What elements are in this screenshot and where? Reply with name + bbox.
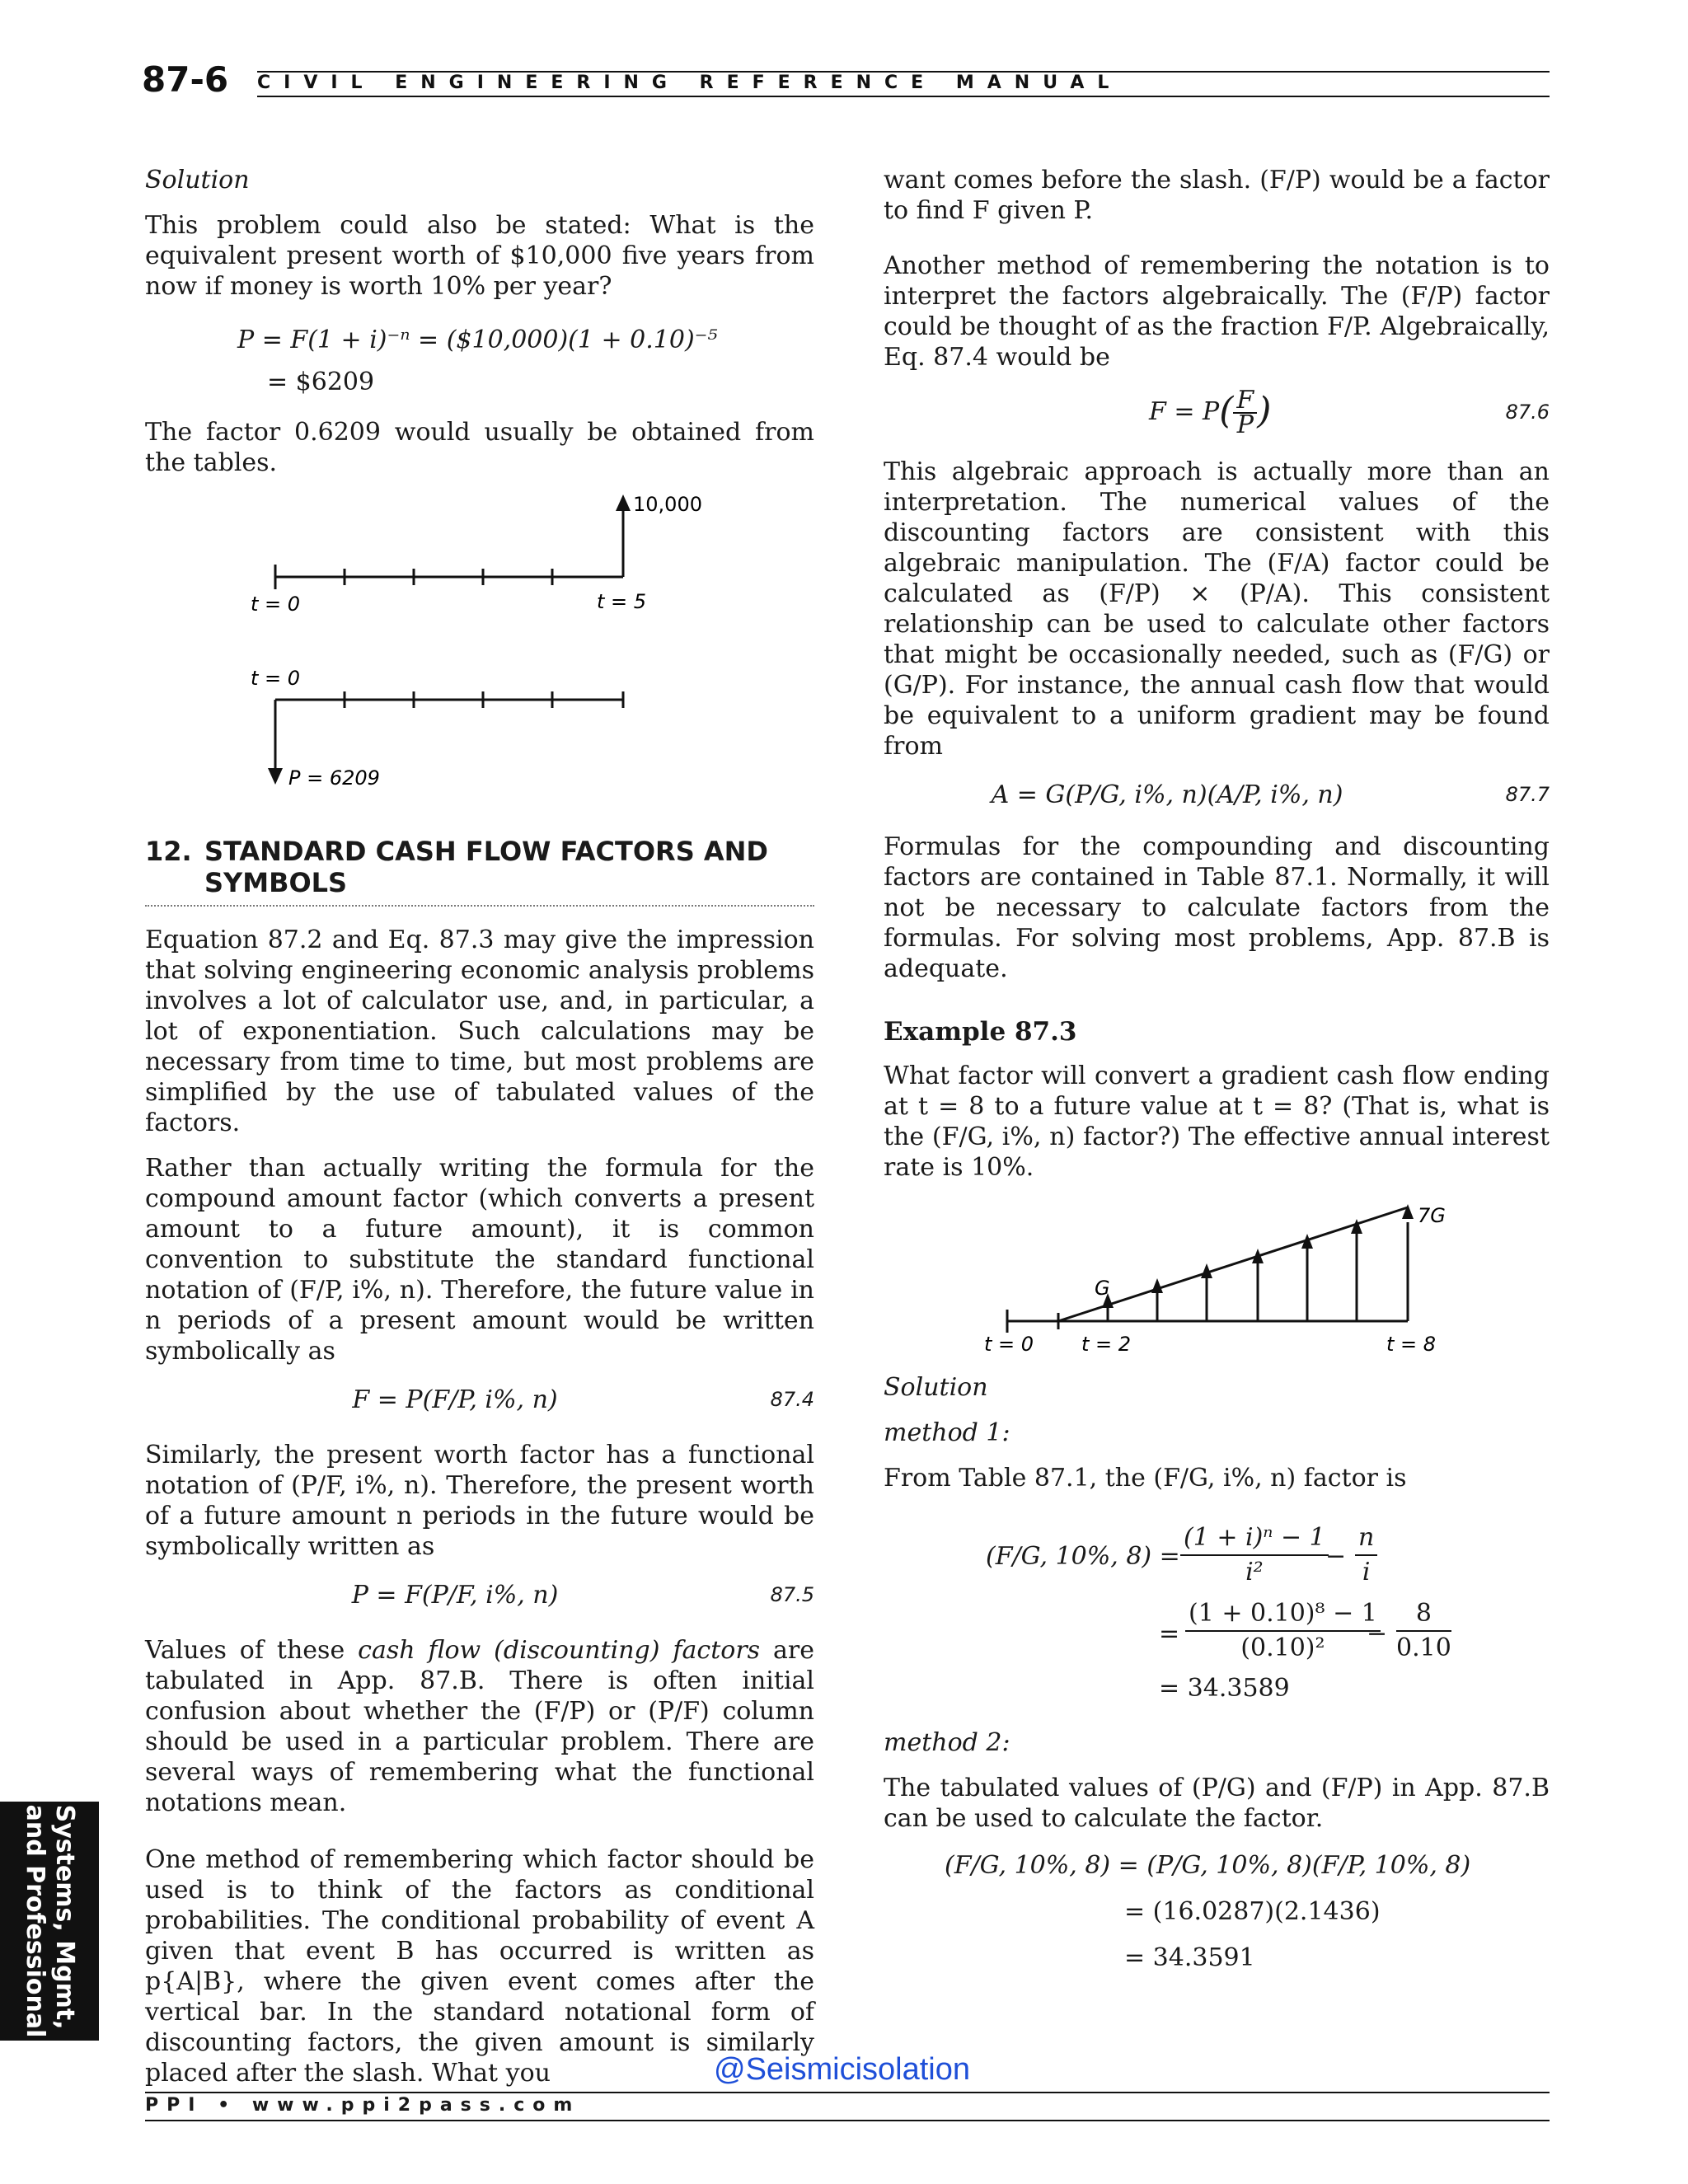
m1-minus-2: − (1367, 1619, 1388, 1648)
m1-numerator-4: 8 (1396, 1597, 1451, 1632)
time-label-t2: t = 2 (1081, 1333, 1132, 1356)
m2-line-3: = 34.3591 (1124, 1943, 1255, 1972)
term-cash-flow-factors: cash flow (discounting) factors (358, 1636, 761, 1665)
section-number: 12. (145, 836, 192, 867)
equation-87-5 (145, 1580, 814, 1610)
fraction-numerator: F (1233, 389, 1257, 414)
equation-number-87-5: 87.5 (770, 1583, 814, 1606)
side-tab-line1: Systems, Mgmt, (50, 1804, 79, 2030)
equation-87-5-body: P = F(P/F, i%, n) (351, 1581, 559, 1610)
footer-rule-bottom (145, 2120, 1550, 2121)
paragraph-method-1: From Table 87.1, the (F/G, i%, n) factor is (884, 1464, 1407, 1493)
time-label-t0-lower: t = 0 (251, 667, 301, 690)
time-label-t8: t = 8 (1386, 1333, 1437, 1356)
watermark: @Seismicisolation (714, 2052, 971, 2087)
equation-number-87-4: 87.4 (770, 1388, 814, 1411)
side-tab-text (20, 1805, 79, 2038)
right-column (884, 165, 1550, 1982)
header-rule-bottom (257, 96, 1550, 97)
equation-number-87-6: 87.6 (1505, 401, 1550, 424)
paragraph-5: One method of remembering which factor should be used is to think of the factors as conditional probabilities. The conditional probability of event A given that event B has occurred is written as p{A|B}, where the given event comes after the vertical bar. In the standard notational form of discounting factors, the given amount is similarly placed after the slash. What you (145, 1845, 814, 2088)
arrow-up-icon (616, 494, 631, 511)
present-amount-label: P = 6209 (288, 766, 380, 790)
m1-numerator-2: n (1355, 1521, 1377, 1556)
paragraph-restate: This problem could also be stated: What is the equivalent present worth of $10,000 five years from now if money is worth 10% per year? (145, 211, 814, 301)
footer-text: PPI • www.ppi2pass.com (145, 2095, 581, 2116)
m2-line-1: (F/G, 10%, 8) = (P/G, 10%, 8)(F/P, 10%, 8) (945, 1851, 1471, 1880)
solution-label-example: Solution (884, 1373, 988, 1402)
paragraph-r1: Another method of remembering the notation is to interpret the factors algebraically. The (F/P) factor could be thought of as the fraction F/P. Algebraically, Eq. 87.4 would be (884, 251, 1550, 372)
paragraph-r0: want comes before the slash. (F/P) would be a factor to find F given P. (884, 166, 1550, 225)
method-2-equation (884, 1850, 1550, 1982)
arrow-down-icon (268, 768, 283, 785)
equation-87-4 (145, 1385, 814, 1415)
equation-present-worth (237, 325, 814, 397)
paragraph-r3: Formulas for the compounding and discounting factors are contained in Table 87.1. Normally, it will not be necessary to calculate factors from the formulas. For solving most problems, App. 87.B is adequate. (884, 832, 1550, 983)
m1-denominator-3: (0.10)² (1240, 1633, 1325, 1662)
example-heading: Example 87.3 (884, 1017, 1077, 1047)
m1-result: = 34.3589 (1159, 1674, 1290, 1703)
paragraph-4: Values of these cash flow (discounting) factors are tabulated in App. 87.B. There is often initial confusion about whether the (F/P) or (P/F) column should be used in a particular problem. There are several ways of remembering what the functional notations mean. (145, 1636, 814, 1817)
time-label-t5: t = 5 (597, 590, 647, 613)
m1-denominator-1: i² (1245, 1558, 1264, 1586)
footer-rule-top (145, 2092, 1550, 2093)
side-tab-line2: and Professional (21, 1804, 49, 2038)
m1-denominator-4: 0.10 (1396, 1633, 1451, 1662)
cash-flow-diagram-1 (145, 493, 814, 806)
paragraph-factor: The factor 0.6209 would usually be obtained from the tables. (145, 418, 814, 477)
paragraph-method-2: The tabulated values of (P/G) and (F/P) in App. 87.B can be used to calculate the factor. (884, 1774, 1550, 1833)
paragraph-example: What factor will convert a gradient cash flow ending at t = 8 to a future value at t = 8? (That is, what is the (F/G, i%, n) factor?) The effective annual interest rate is 10%. (884, 1062, 1550, 1182)
method-2-label: method 2: (884, 1728, 1010, 1757)
paragraph-2: Rather than actually writing the formula for the compound amount factor (which converts a present amount to a future amount), it is common convention to substitute the standard functional notation of (F/P, i%, n). Therefore, the future value in n periods of a present amount would be written symbolically as (145, 1154, 814, 1366)
section-title-line2: SYMBOLS (204, 867, 348, 898)
gradient-top-label: 7G (1418, 1204, 1446, 1227)
section-divider (145, 905, 814, 907)
equation-87-6: F = P( $\frac{F}{P}$ ) 87.6 (1149, 386, 1550, 439)
side-section-tab (0, 1802, 99, 2041)
section-title-line1: STANDARD CASH FLOW FACTORS AND (204, 836, 768, 867)
time-label-t0-gradient: t = 0 (984, 1333, 1034, 1356)
page-number: 87-6 (142, 59, 229, 100)
equation-87-4-body: F = P(F/P, i%, n) (352, 1385, 558, 1414)
equation-line-2: = $6209 (267, 368, 375, 396)
method-1-label: method 1: (884, 1418, 1010, 1447)
m2-line-2: = (16.0287)(2.1436) (1124, 1897, 1381, 1926)
time-label-t0: t = 0 (251, 593, 301, 616)
m1-equals: = (1159, 1619, 1180, 1648)
future-amount-label: 10,000 (633, 493, 702, 516)
gradient-cash-flow-diagram (884, 1197, 1550, 1362)
m1-minus-1: − (1325, 1542, 1347, 1571)
solution-label: Solution (145, 166, 250, 194)
paragraph-r2: This algebraic approach is actually more than an interpretation. The numerical values of the discounting factors are consistent with this algebraic manipulation. The (F/A) factor could be calculated as (F/P) × (P/A). This consistent relationship can be used to calculate other factors that might be occasionally needed, such as (F/G) or (G/P). For instance, the annual cash flow that would be equivalent to a uniform gradient may be found from (884, 457, 1550, 761)
m1-lhs: (F/G, 10%, 8) = (986, 1542, 1180, 1571)
equation-87-7-body: A = G(P/G, i%, n)(A/P, i%, n) (991, 780, 1343, 809)
m1-numerator-1: (1 + i)ⁿ − 1 (1180, 1521, 1329, 1556)
equation-87-7 (884, 780, 1550, 810)
method-1-equation (884, 1508, 1550, 1713)
m1-numerator-3: (1 + 0.10)⁸ − 1 (1185, 1597, 1381, 1632)
running-header-title: CIVIL ENGINEERING REFERENCE MANUAL (257, 73, 1123, 93)
m1-denominator-2: i (1362, 1558, 1371, 1586)
gradient-g-label: G (1095, 1277, 1110, 1300)
fraction-denominator: P (1236, 410, 1254, 439)
equation-87-6-lhs: F = P (1149, 397, 1220, 426)
paragraph-3: Similarly, the present worth factor has a functional notation of (P/F, i%, n). Therefore, the present worth of a future amount n periods in the future would be symbolically written as (145, 1441, 814, 1561)
equation-line-1: P = F(1 + i)⁻ⁿ = ($10,000)(1 + 0.10)⁻⁵ (237, 326, 718, 354)
equation-number-87-7: 87.7 (1505, 783, 1550, 806)
section-heading (145, 836, 814, 898)
left-column (145, 165, 814, 2103)
paragraph-1: Equation 87.2 and Eq. 87.3 may give the impression that solving engineering economic analysis problems involves a lot of calculator use, and, in particular, a lot of exponentiation. Such calculations may be necessary from time to time, but most problems are simplified by the use of tabulated values of the factors. (145, 926, 814, 1137)
